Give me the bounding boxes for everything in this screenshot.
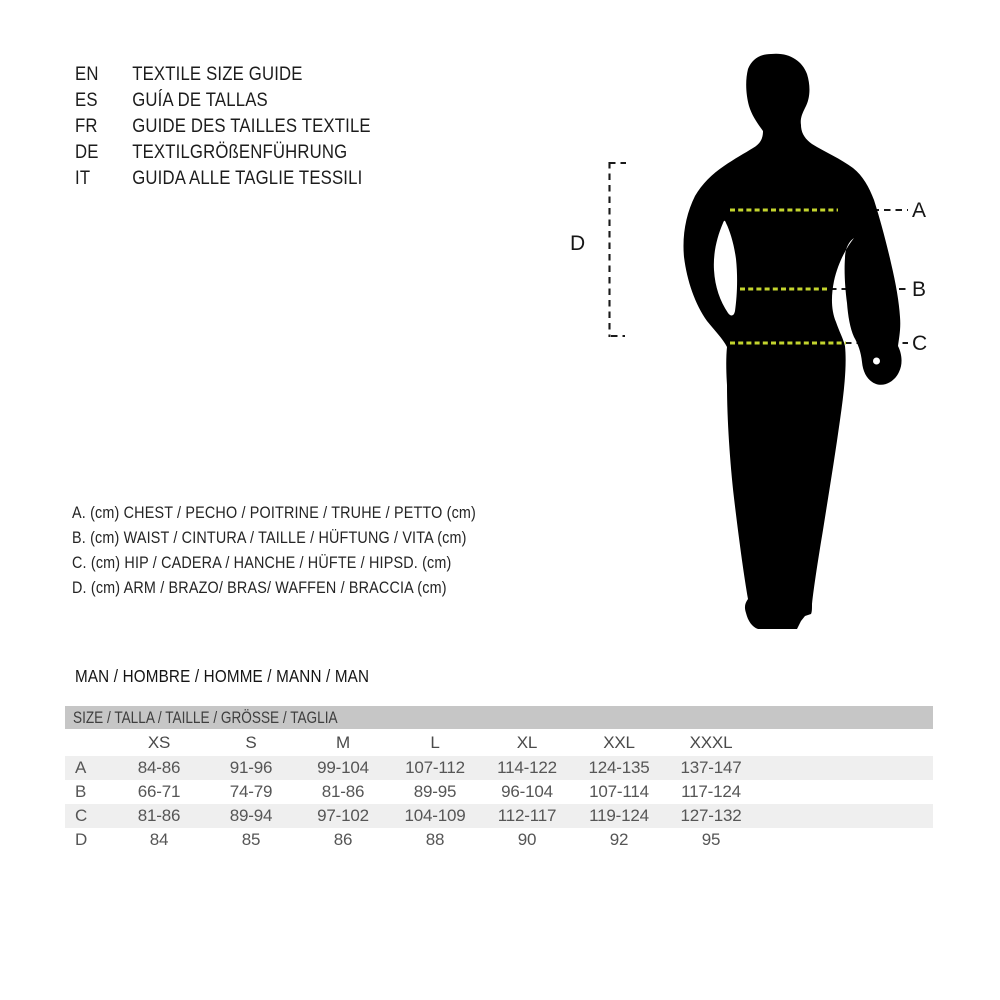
row-label: D [75,830,88,849]
hip-label: C [912,332,928,355]
size-cell: 84 [149,830,169,849]
size-cell: 86 [333,830,353,849]
size-cell: 89-94 [229,806,273,825]
language-code: DE [75,142,99,163]
size-cell: 91-96 [229,758,273,777]
size-cell: 112-117 [497,806,557,825]
col-header-m: M [336,732,350,752]
row-label: A [75,758,87,777]
row-label: B [75,782,87,801]
size-cell: 107-112 [405,758,465,777]
table-row-chest [65,756,933,780]
size-table [65,706,933,852]
table-row-hip [65,804,933,828]
col-header-l: L [430,732,440,752]
size-columns-row [65,729,933,756]
row-label: C [75,806,88,825]
table-row-waist [65,780,933,804]
size-table-header-text: SIZE / TALLA / TAILLE / GRÖSSE / TAGLIA [73,708,338,727]
col-header-xxl: XXL [603,732,635,752]
language-code: EN [75,64,99,85]
size-cell: 119-124 [589,806,649,825]
size-cell: 117-124 [681,782,741,801]
size-cell: 85 [241,830,261,849]
col-header-s: S [245,732,257,752]
language-code: IT [75,168,91,189]
language-code: ES [75,90,98,111]
size-cell: 137-147 [680,758,742,777]
legend-hip: C. (cm) HIP / CADERA / HANCHE / HÜFTE / HIPSD. (cm) [72,554,452,572]
language-title: GUIDE DES TAILLES TEXTILE [132,116,371,137]
measurement-legend [72,501,476,601]
size-cell: 95 [701,830,721,849]
col-header-xl: XL [516,732,538,752]
size-cell: 89-95 [413,782,457,801]
size-cell: 81-86 [137,806,181,825]
col-header-xxxl: XXXL [689,732,733,752]
language-code: FR [75,116,98,137]
chest-label: A [912,199,927,222]
size-cell: 127-132 [680,806,742,825]
arm-label: D [570,232,586,255]
legend-arm: D. (cm) ARM / BRAZO/ BRAS/ WAFFEN / BRACCIA (cm) [72,579,447,597]
size-cell: 104-109 [404,806,466,825]
man-silhouette [683,54,901,629]
size-cell: 124-135 [588,758,650,777]
size-cell: 74-79 [229,782,273,801]
size-cell: 88 [425,830,445,849]
size-cell: 84-86 [137,758,181,777]
size-cell: 81-86 [321,782,365,801]
legend-waist: B. (cm) WAIST / CINTURA / TAILLE / HÜFTUNG / VITA (cm) [72,529,467,547]
legend-chest: A. (cm) CHEST / PECHO / POITRINE / TRUHE / PETTO (cm) [72,504,477,522]
col-header-xs: XS [147,732,171,752]
language-title: GUIDA ALLE TAGLIE TESSILI [132,168,363,189]
table-row-arm [65,828,933,852]
size-cell: 97-102 [317,806,369,825]
language-title: TEXTILE SIZE GUIDE [132,64,303,85]
size-cell: 107-114 [589,782,649,801]
category-title: MAN / HOMBRE / HOMME / MANN / MAN [75,666,370,686]
size-cell: 90 [517,830,537,849]
language-title: GUÍA DE TALLAS [132,90,268,111]
waist-label: B [912,278,927,301]
size-table-header-band [65,706,933,729]
size-cell: 92 [609,830,629,849]
size-cell: 96-104 [501,782,553,801]
language-title: TEXTILGRÖßENFÜHRUNG [132,142,348,163]
size-cell: 114-122 [497,758,557,777]
size-cell: 66-71 [137,782,181,801]
size-cell: 99-104 [317,758,369,777]
